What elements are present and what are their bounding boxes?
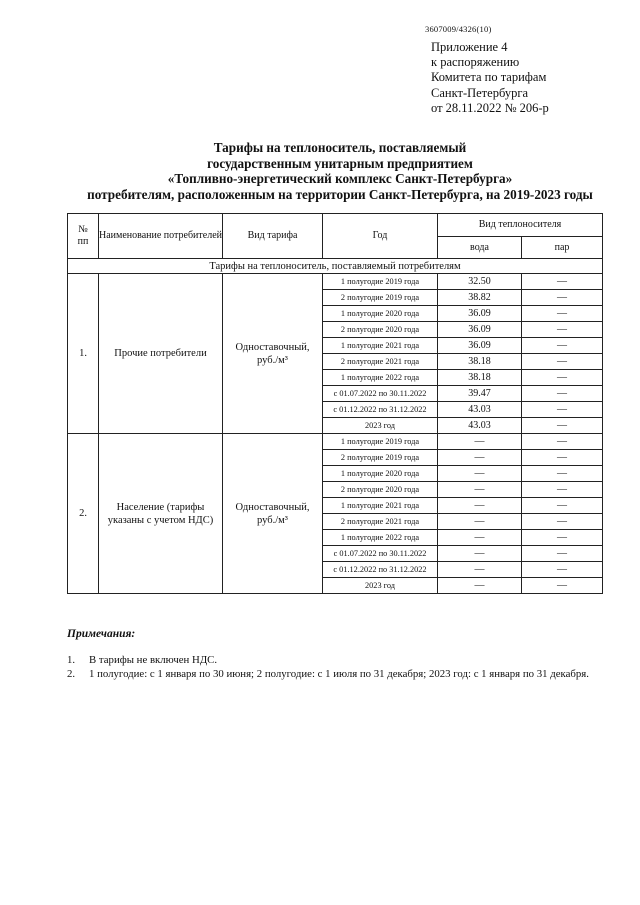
section-title: Тарифы на теплоноситель, поставляемый потребителям xyxy=(68,259,603,274)
document-title xyxy=(60,140,620,202)
note-text: 1 полугодие: с 1 января по 30 июня; 2 полугодие: с 1 июля по 31 декабря; 2023 год: с 1 января по 31 декабря. xyxy=(89,668,589,680)
note-number: 2. xyxy=(67,668,76,680)
period-cell: 2 полугодие 2021 года xyxy=(323,354,438,370)
section-row xyxy=(68,259,603,274)
water-value: 36.09 xyxy=(438,338,522,354)
steam-value: — xyxy=(522,514,603,530)
steam-value: — xyxy=(522,530,603,546)
period-cell: с 01.07.2022 по 30.11.2022 xyxy=(323,386,438,402)
period-cell: 2 полугодие 2020 года xyxy=(323,482,438,498)
water-value: — xyxy=(438,530,522,546)
water-value: — xyxy=(438,466,522,482)
notes-title: Примечания: xyxy=(67,628,136,640)
period-cell: 1 полугодие 2022 года xyxy=(323,370,438,386)
steam-value: — xyxy=(522,370,603,386)
consumer-name: Прочие потребители xyxy=(99,274,223,434)
tariff-type: Одноставочный, руб./м³ xyxy=(223,434,323,594)
steam-value: — xyxy=(522,466,603,482)
appendix-line: Комитета по тарифам xyxy=(431,70,547,85)
group-number: 2. xyxy=(68,434,99,594)
period-cell: 1 полугодие 2019 года xyxy=(323,434,438,450)
water-value: — xyxy=(438,450,522,466)
water-value: — xyxy=(438,562,522,578)
water-value: 38.18 xyxy=(438,370,522,386)
water-value: 36.09 xyxy=(438,306,522,322)
title-line: Тарифы на теплоноситель, поставляемый xyxy=(213,140,467,155)
note-number: 1. xyxy=(67,654,76,666)
water-value: 32.50 xyxy=(438,274,522,290)
table-header-row xyxy=(68,214,603,237)
table-row xyxy=(68,434,603,450)
appendix-line: Приложение 4 xyxy=(431,40,508,54)
title-line: «Топливно-энергетический комплекс Санкт-Петербурга» xyxy=(167,171,513,187)
steam-value: — xyxy=(522,562,603,578)
header-num: № пп xyxy=(68,214,99,259)
note-item xyxy=(67,667,589,681)
steam-value: — xyxy=(522,482,603,498)
notes-list xyxy=(67,653,589,681)
header-year: Год xyxy=(323,214,438,259)
steam-value: — xyxy=(522,322,603,338)
title-line: потребителям, расположенным на территории Санкт-Петербурга, на 2019-2023 годы xyxy=(87,186,593,202)
header-tariff-type: Вид тарифа xyxy=(223,214,323,259)
period-cell: 1 полугодие 2020 года xyxy=(323,466,438,482)
period-cell: 1 полугодие 2019 года xyxy=(323,274,438,290)
steam-value: — xyxy=(522,578,603,594)
water-value: — xyxy=(438,578,522,594)
water-value: 38.18 xyxy=(438,354,522,370)
appendix-block xyxy=(431,40,549,116)
appendix-line: Санкт-Петербурга xyxy=(431,85,529,100)
steam-value: — xyxy=(522,402,603,418)
period-cell: 2 полугодие 2021 года xyxy=(323,514,438,530)
steam-value: — xyxy=(522,450,603,466)
period-cell: 1 полугодие 2021 года xyxy=(323,338,438,354)
header-steam: пар xyxy=(522,237,603,259)
period-cell: 2 полугодие 2019 года xyxy=(323,290,438,306)
period-cell: 1 полугодие 2022 года xyxy=(323,530,438,546)
period-cell: с 01.12.2022 по 31.12.2022 xyxy=(323,402,438,418)
consumer-name: Население (тарифы указаны с учетом НДС) xyxy=(99,434,223,594)
period-cell: 2023 год xyxy=(323,578,438,594)
table-body xyxy=(68,214,603,594)
steam-value: — xyxy=(522,338,603,354)
title-line: государственным унитарным предприятием xyxy=(207,155,473,171)
water-value: 43.03 xyxy=(438,418,522,434)
steam-value: — xyxy=(522,274,603,290)
steam-value: — xyxy=(522,434,603,450)
tariffs-table xyxy=(67,213,603,594)
water-value: — xyxy=(438,482,522,498)
steam-value: — xyxy=(522,546,603,562)
period-cell: 1 полугодие 2020 года xyxy=(323,306,438,322)
group-number: 1. xyxy=(68,274,99,434)
steam-value: — xyxy=(522,418,603,434)
period-cell: 1 полугодие 2021 года xyxy=(323,498,438,514)
water-value: 36.09 xyxy=(438,322,522,338)
period-cell: 2 полугодие 2020 года xyxy=(323,322,438,338)
appendix-line: к распоряжению xyxy=(431,55,520,70)
water-value: — xyxy=(438,514,522,530)
tariff-type: Одноставочный, руб./м³ xyxy=(223,274,323,434)
appendix-line: от 28.11.2022 № 206-р xyxy=(431,100,549,115)
steam-value: — xyxy=(522,498,603,514)
steam-value: — xyxy=(522,386,603,402)
steam-value: — xyxy=(522,290,603,306)
steam-value: — xyxy=(522,354,603,370)
water-value: — xyxy=(438,546,522,562)
header-carrier: Вид теплоносителя xyxy=(438,214,603,237)
water-value: 39.47 xyxy=(438,386,522,402)
water-value: — xyxy=(438,498,522,514)
period-cell: 2023 год xyxy=(323,418,438,434)
table-row xyxy=(68,274,603,290)
period-cell: 2 полугодие 2019 года xyxy=(323,450,438,466)
header-consumer: Наименование потребителей xyxy=(99,214,223,259)
note-text: В тарифы не включен НДС. xyxy=(89,654,218,666)
document-number: 3607009/4326(10) xyxy=(425,24,492,34)
water-value: 38.82 xyxy=(438,290,522,306)
note-item xyxy=(67,653,589,667)
period-cell: с 01.07.2022 по 30.11.2022 xyxy=(323,546,438,562)
water-value: 43.03 xyxy=(438,402,522,418)
steam-value: — xyxy=(522,306,603,322)
water-value: — xyxy=(438,434,522,450)
header-water: вода xyxy=(438,237,522,259)
period-cell: с 01.12.2022 по 31.12.2022 xyxy=(323,562,438,578)
